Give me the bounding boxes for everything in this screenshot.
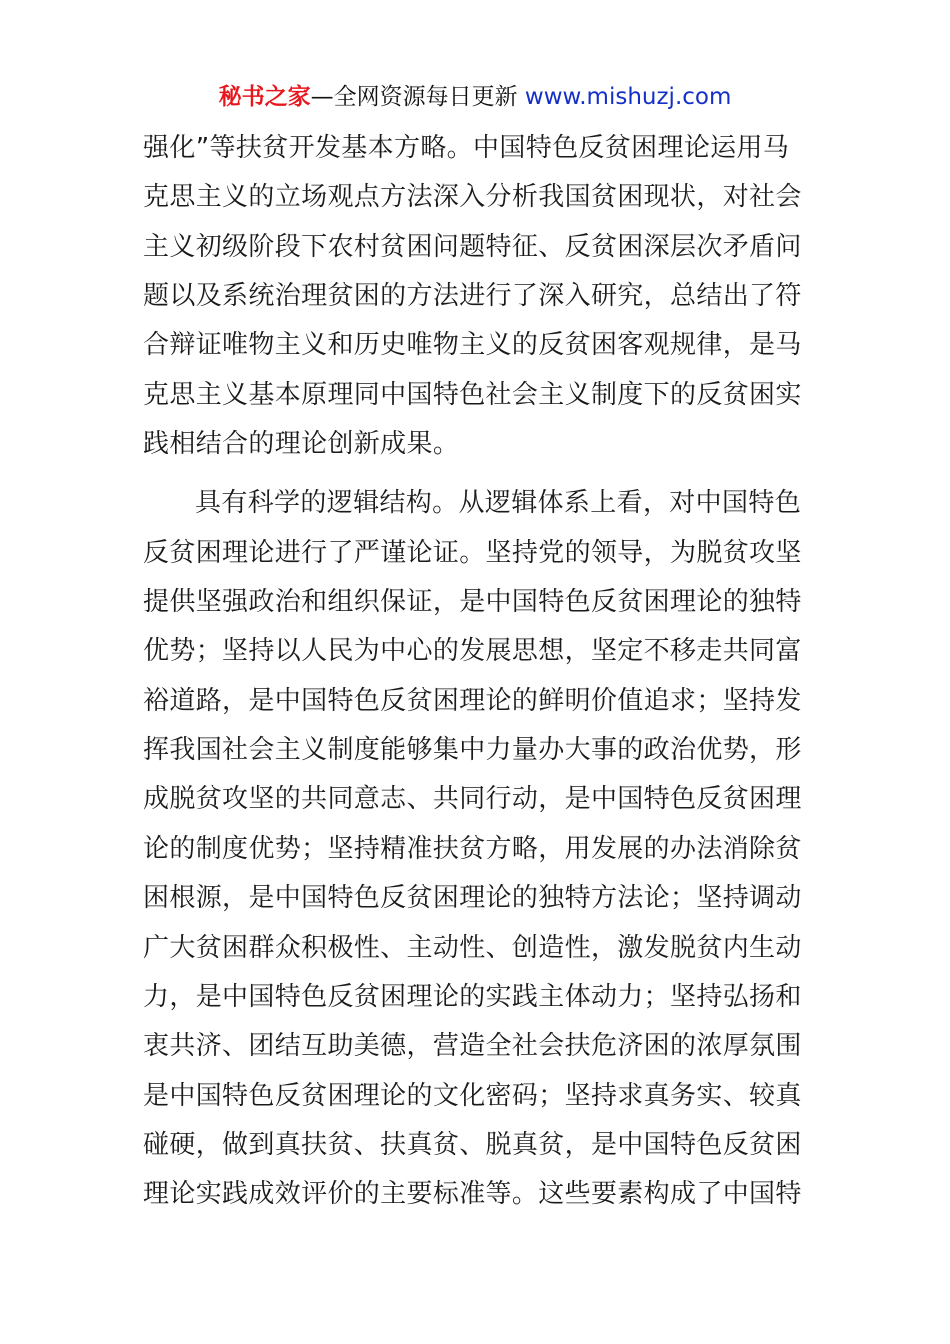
text-line: 优势；坚持以人民为中心的发展思想，坚定不移走共同富 (143, 636, 802, 667)
paragraph-1 (143, 124, 811, 469)
text-line: 践相结合的理论创新成果。 (143, 429, 460, 460)
text-line: 成脱贫攻坚的共同意志、共同行动，是中国特色反贫困理 (143, 784, 802, 815)
text-line: 克思主义的立场观点方法深入分析我国贫困现状，对社会 (143, 182, 802, 213)
document-body (143, 124, 811, 1220)
header-tagline: —全网资源每日更新 (310, 84, 525, 110)
text-line: 碰硬，做到真扶贫、扶真贫、脱真贫，是中国特色反贫困 (143, 1129, 802, 1160)
text-line: 衷共济、团结互助美德，营造全社会扶危济困的浓厚氛围 (143, 1031, 802, 1062)
text-line: 合辩证唯物主义和历史唯物主义的反贫困客观规律，是马 (143, 330, 802, 361)
text-line: 克思主义基本原理同中国特色社会主义制度下的反贫困实 (143, 379, 802, 410)
text-line: 裕道路，是中国特色反贫困理论的鲜明价值追求；坚持发 (143, 685, 802, 716)
text-line: 是中国特色反贫困理论的文化密码；坚持求真务实、较真 (143, 1080, 802, 1111)
text-line: 理论实践成效评价的主要标准等。这些要素构成了中国特 (143, 1179, 802, 1210)
header-site-link[interactable]: www.mishuzj.com (524, 84, 732, 110)
paragraph-spacer (143, 469, 811, 479)
text-line: 具有科学的逻辑结构。从逻辑体系上看，对中国特色 (195, 488, 802, 519)
text-line: 困根源，是中国特色反贫困理论的独特方法论；坚持调动 (143, 883, 802, 914)
text-line: 强化”等扶贫开发基本方略。中国特色反贫困理论运用马 (143, 133, 790, 163)
paragraph-2 (143, 479, 811, 1219)
text-line: 题以及系统治理贫困的方法进行了深入研究，总结出了符 (143, 281, 802, 312)
header-brand: 秘书之家 (218, 84, 311, 110)
text-line: 提供坚强政治和组织保证，是中国特色反贫困理论的独特 (143, 587, 802, 618)
text-line: 挥我国社会主义制度能够集中力量办大事的政治优势，形 (143, 735, 802, 766)
text-line: 论的制度优势；坚持精准扶贫方略，用发展的办法消除贫 (143, 833, 802, 864)
text-line: 反贫困理论进行了严谨论证。坚持党的领导，为脱贫攻坚 (143, 537, 802, 568)
page-header (0, 80, 950, 114)
text-line: 力，是中国特色反贫困理论的实践主体动力；坚持弘扬和 (143, 981, 802, 1012)
text-line: 广大贫困群众积极性、主动性、创造性，激发脱贫内生动 (143, 932, 802, 963)
text-line: 主义初级阶段下农村贫困问题特征、反贫困深层次矛盾问 (143, 231, 802, 262)
